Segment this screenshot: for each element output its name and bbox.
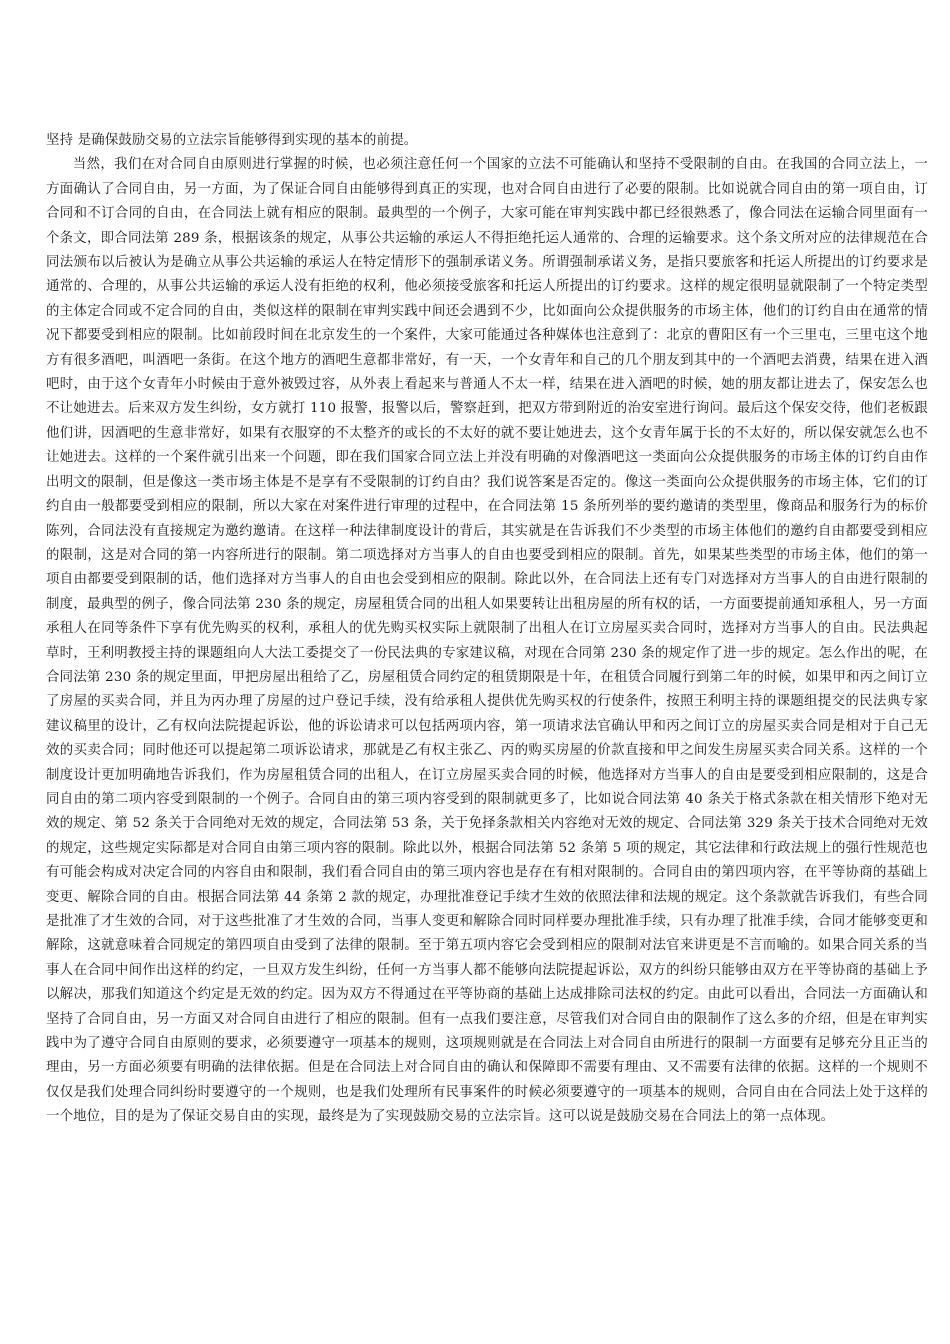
document-page bbox=[46, 129, 928, 1130]
paragraph-continuation: 坚持 是确保鼓励交易的立法宗旨能够得到实现的基本的前提。 bbox=[46, 133, 418, 148]
paragraph-contract-freedom-limits: 当然，我们在对合同自由原则进行掌握的时候，也必须注意任何一个国家的立法不可能确认和坚持不受限制的自由。在我国的合同立法上，一方面确认了合同自由，另一方面，为了保证合同自由能够得到真正的实现，也对合同自由进行了必要的限制。比如说就合同自由的第一项自由，订合同和不订合同的自由，在合同法上就有相应的限制。最典型的一个例子，大家可能在审判实践中都已经很熟悉了，像合同法在运输合同里面有一个条文，即合同法第 289 条，根据该条的规定，从事公共运输的承运人不得拒绝托运人通常的、合理的运输要求。这个条文所对应的法律规范在合同法颁布以后被认为是确立从事公共运输的承运人在特定情形下的强制承诺义务。所谓强制承诺义务，是指只要旅客和托运人所提出的订约要求是通常的、合理的，从事公共运输的承运人没有拒绝的权利，他必须接受旅客和托运人所提出的订约要求。这样的规定很明显就限制了一个特定类型的主体定合同或不定合同的自由，类似这样的限制在审判实践中间还会遇到不少，比如面向公众提供服务的市场主体，他们的订约自由在通常的情况下都要受到相应的限制。比如前段时间在北京发生的一个案件，大家可能通过各种媒体也注意到了：北京的曹阳区有一个三里屯，三里屯这个地方有很多酒吧，叫酒吧一条街。在这个地方的酒吧生意都非常好，有一天，一个女青年和自己的几个朋友到其中的一个酒吧去消费，结果在进入酒吧时，由于这个女青年小时候由于意外被毁过容，从外表上看起来与普通人不太一样，结果在进入酒吧的时候，她的朋友都让进去了，保安怎么也不让她进去。后来双方发生纠纷，女方就打 110 报警，报警以后，警察赶到，把双方带到附近的治安室进行询问。最后这个保安交待，他们老板跟他们讲，因酒吧的生意非常好，如果有衣服穿的不太整齐的或长的不太好的就不要让她进去，这个女青年属于长的不太好的，所以保安就怎么也不让她进去。这样的一个案件就引出来一个问题，即在我们国家合同立法上并没有明确的对像酒吧这一类面向公众提供服务的市场主体的订约自由作出明文的限制，但是像这一类市场主体是不是享有不受限制的订约自由？我们说答案是否定的。像这一类面向公众提供服务的市场主体，它们的订约自由一般都要受到相应的限制，所以大家在对案件进行审理的过程中，在合同法第 15 条所列举的要约邀请的类型里，像商品和服务行为的标价陈列，合同法没有直接规定为邀约邀请。在这样一种法律制度设计的背后，其实就是在告诉我们不少类型的市场主体他们的邀约自由都要受到相应的限制，这是对合同的第一内容所进行的限制。第二项选择对方当事人的自由也要受到相应的限制。首先，如果某些类型的市场主体，他们的第一项自由都要受到限制的话，他们选择对方当事人的自由也会受到相应的限制。除此以外，在合同法上还有专门对选择对方当事人的自由进行限制的制度，最典型的例子，像合同法第 230 条的规定，房屋租赁合同的出租人如果要转让出租房屋的所有权的话，一方面要提前通知承租人，另一方面承租人在同等条件下享有优先购买的权利，承租人的优先购买权实际上就限制了出租人在订立房屋买卖合同时，选择对方当事人的自由。民法典起草时，王利明教授主持的课题组向人大法工委提交了一份民法典的专家建议稿，对现在合同第 230 条的规定作了进一步的规定。怎么作出的呢，在合同法第 230 条的规定里面，甲把房屋出租给了乙，房屋租赁合同约定的租赁期限是十年，在租赁合同履行到第二年的时候，如果甲和丙之间订立了房屋的买卖合同，并且为丙办理了房屋的过户登记手续，没有给承租人提供优先购买权的行使条件，按照王利明主持的课题组提交的民法典专家建议稿里的设计，乙有权向法院提起诉讼，他的诉讼请求可以包括两项内容，第一项请求法官确认甲和丙之间订立的房屋买卖合同是相对于自己无效的买卖合同；同时他还可以提起第二项诉讼请求，那就是乙有权主张乙、丙的购买房屋的价款直接和甲之间发生房屋买卖合同关系。这样的一个制度设计更加明确地告诉我们，作为房屋租赁合同的出租人，在订立房屋买卖合同的时候，他选择对方当事人的自由是要受到相应限制的，这是合同自由的第二项内容受到限制的一个例子。合同自由的第三项内容受到的限制就更多了，比如说合同法第 40 条关于格式条款在相关情形下绝对无效的规定、第 52 条关于合同绝对无效的规定，合同法第 53 条，关于免择条款相关内容绝对无效的规定、合同法第 329 条关于技术合同绝对无效的规定，这些规定实际都是对合同自由第三项内容的限制。除此以外，根据合同法第 52 条第 5 项的规定，其它法律和行政法规上的强行性规范也有可能会构成对决定合同的内容自由和限制，我们看合同自由的第三项内容也是存在有相对限制的。合同自由的第四项内容，在平等协商的基础上变更、解除合同的自由。根据合同法第 44 条第 2 款的规定，办理批准登记手续才生效的依照法律和法规的规定。这个条款就告诉我们，有些合同是批准了才生效的合同，对于这些批准了才生效的合同，当事人变更和解除合同时同样要办理批准手续，只有办理了批准手续，合同才能够变更和解除，这就意味着合同规定的第四项自由受到了法律的限制。至于第五项内容它会受到相应的限制对法官来讲更是不言而喻的。如果合同关系的当事人在合同中间作出这样的约定，一旦双方发生纠纷，任何一方当事人都不能够向法院提起诉讼，双方的纠纷只能够由双方在平等协商的基础上予以解决，那我们知道这个约定是无效的约定。因为双方不得通过在平等协商的基础上达成排除司法权的约定。由此可以看出，合同法一方面确认和坚持了合同自由，另一方面又对合同自由进行了相应的限制。但有一点我们要注意，尽管我们对合同自由的限制作了这么多的介绍，但是在审判实践中为了遵守合同自由原则的要求，必须要遵守一项基本的规则，这项规则就是在合同法上对合同自由所进行的限制一方面要有足够充分且正当的理由，另一方面必须要有明确的法律依据。但是在合同法上对合同自由的确认和保障即不需要有理由、又不需要有法律的依据。这样的一个规则不仅仅是我们处理合同纠纷时要遵守的一个规则，也是我们处理所有民事案件的时候必须要遵守的一项基本的规则，合同自由在合同法上处于这样的一个地位，目的是为了保证交易自由的实现，最终是为了实现鼓励交易的立法宗旨。这可以说是鼓励交易在合同法上的第一点体现。 bbox=[46, 157, 928, 1125]
